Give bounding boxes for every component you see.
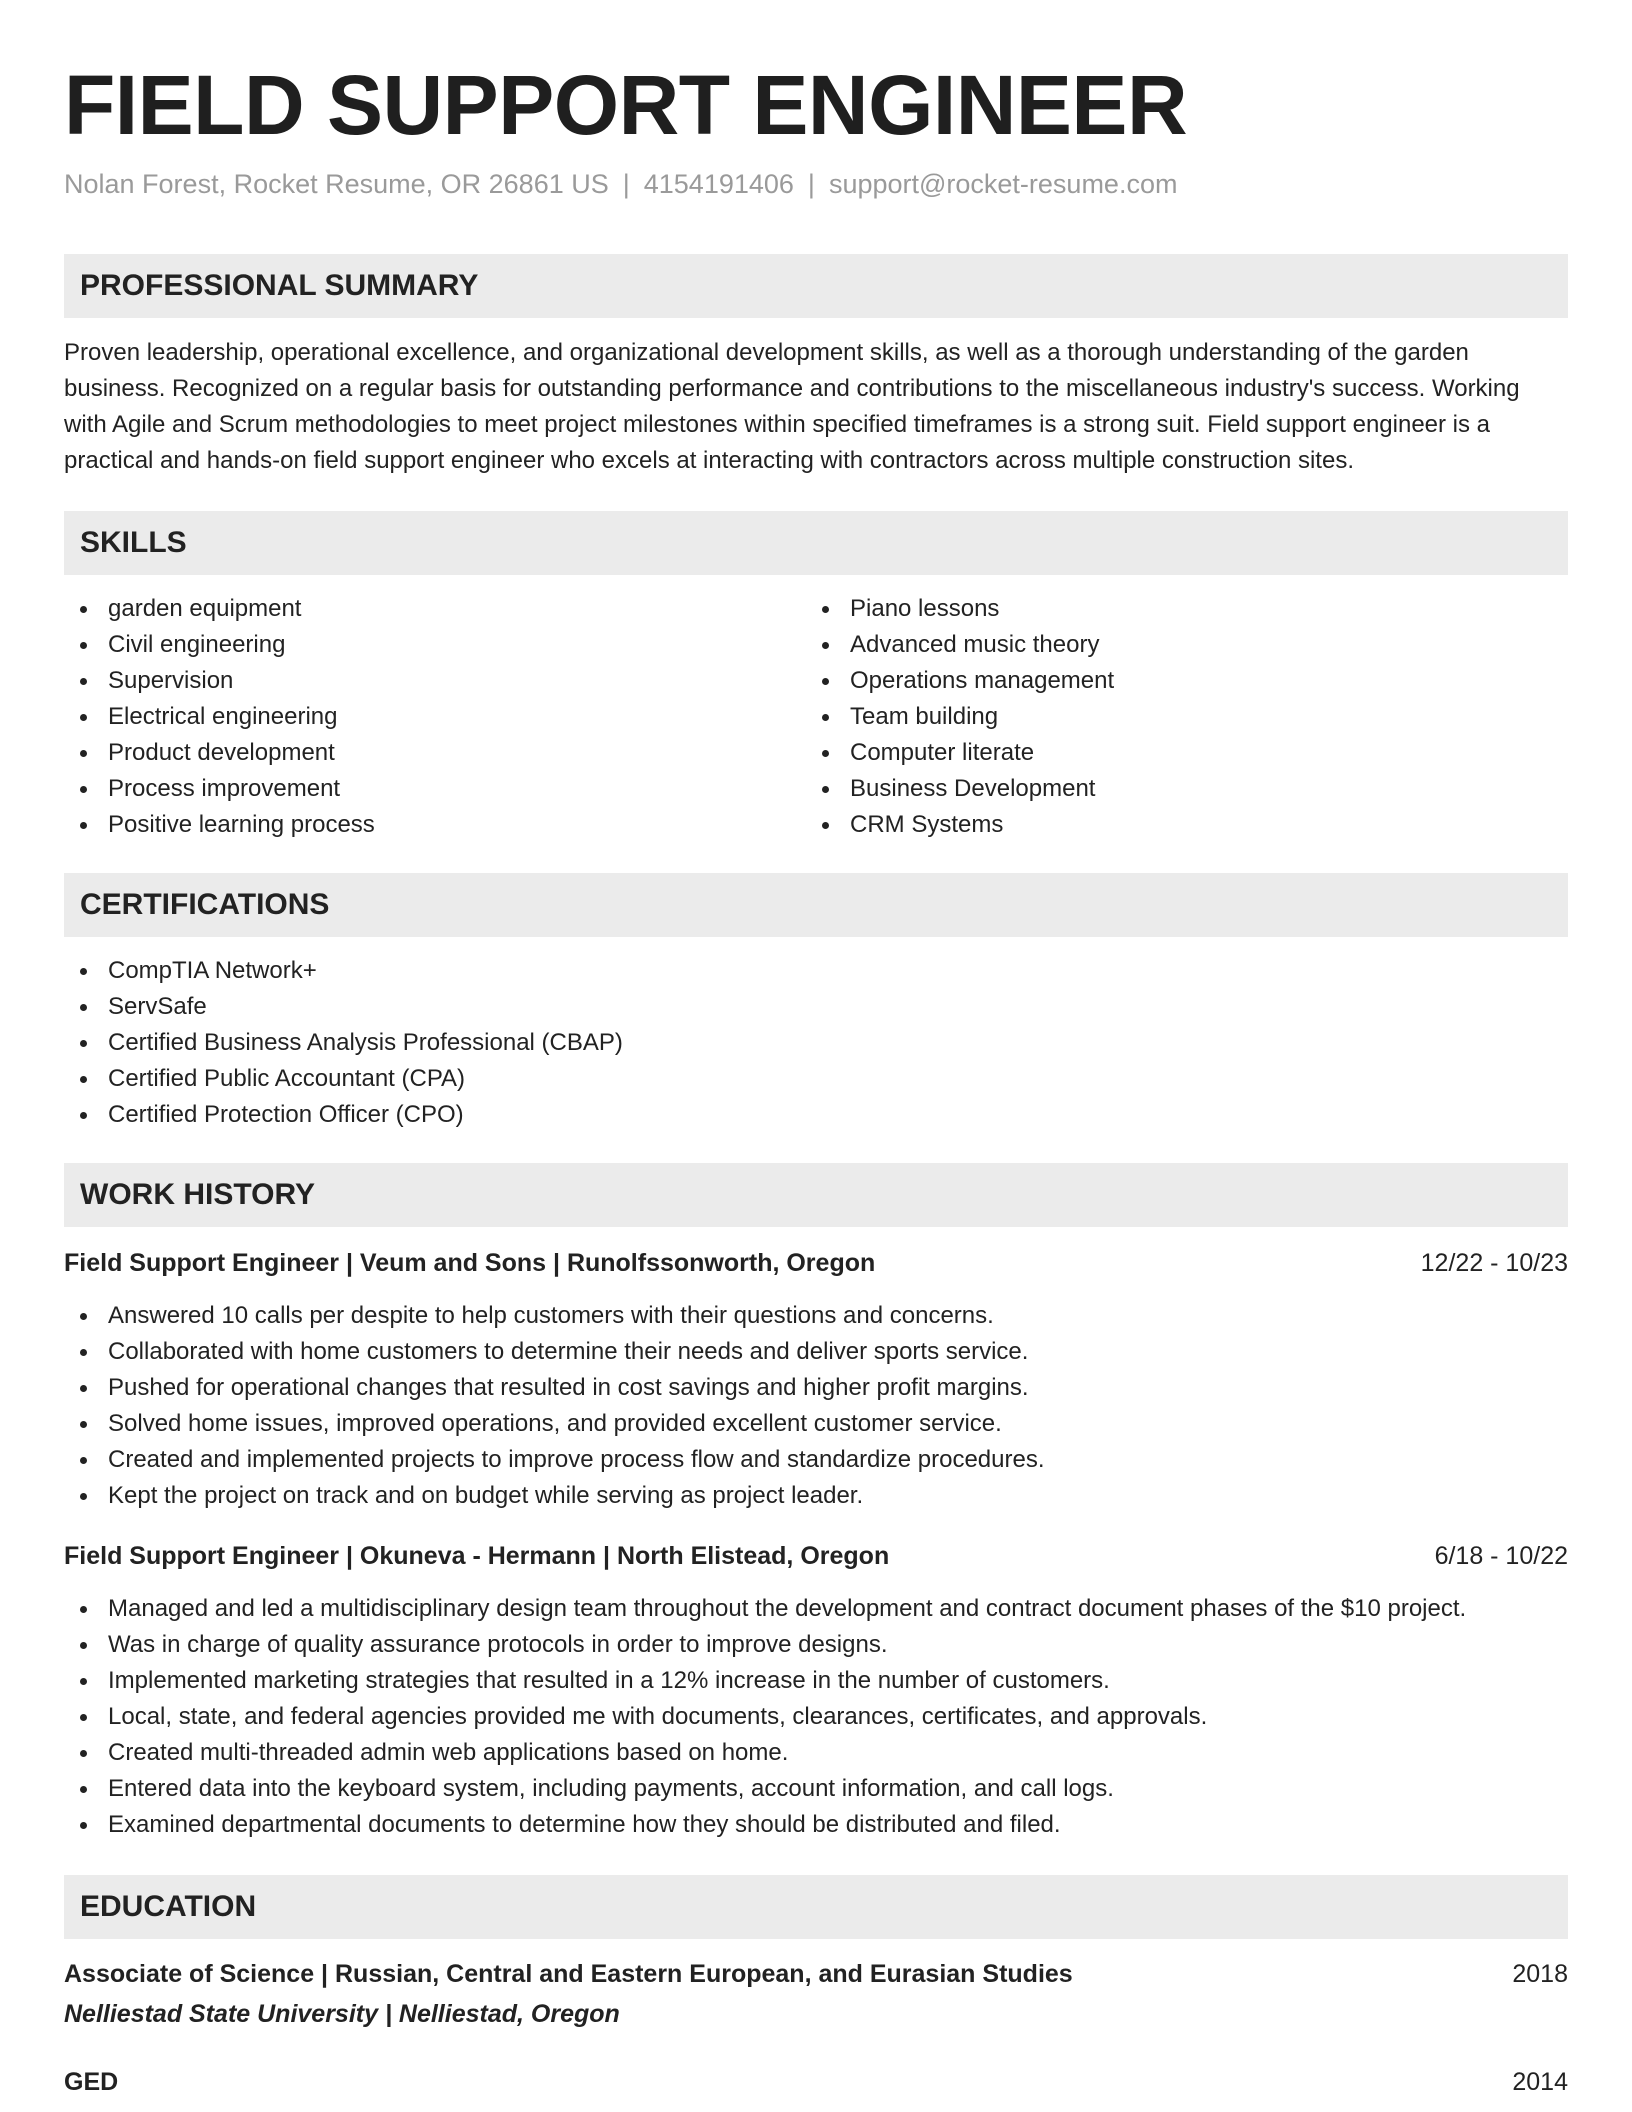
list-item: Created multi-threaded admin web applications based on home. xyxy=(64,1735,1568,1771)
list-item: Entered data into the keyboard system, including payments, account information, and call logs. xyxy=(64,1771,1568,1807)
education-degree: GED xyxy=(64,2068,119,2096)
list-item: Implemented marketing strategies that resulted in a 12% increase in the number of customers. xyxy=(64,1663,1568,1699)
list-item: Advanced music theory xyxy=(806,627,1548,663)
list-item: Process improvement xyxy=(64,771,806,807)
list-item: Team building xyxy=(806,699,1548,735)
job-heading xyxy=(64,1538,1568,1574)
list-item: Positive learning process xyxy=(64,807,806,843)
job-dates: 6/18 - 10/22 xyxy=(1434,1542,1568,1570)
job-bullets xyxy=(64,1591,1568,1843)
contact-separator: | xyxy=(622,169,630,199)
contact-address: Nolan Forest, Rocket Resume, OR 26861 US xyxy=(64,169,609,199)
education-heading xyxy=(64,1956,1568,1992)
list-item: Certified Protection Officer (CPO) xyxy=(64,1097,1568,1133)
contact-phone: 4154191406 xyxy=(643,169,794,199)
skills-list-left xyxy=(64,591,806,843)
education-school: Nelliestad State University | Nelliestad, Oregon xyxy=(64,2000,620,2028)
job-title: Field Support Engineer | Okuneva - Hermann | North Elistead, Oregon xyxy=(64,1542,890,1570)
list-item: Local, state, and federal agencies provided me with documents, clearances, certificates, and approvals. xyxy=(64,1699,1568,1735)
list-item: Electrical engineering xyxy=(64,699,806,735)
list-item: Piano lessons xyxy=(806,591,1548,627)
list-item: Product development xyxy=(64,735,806,771)
list-item: Pushed for operational changes that resulted in cost savings and higher profit margins. xyxy=(64,1370,1568,1406)
contact-line xyxy=(64,166,1568,202)
section-header-summary: PROFESSIONAL SUMMARY xyxy=(64,254,1568,318)
list-item: Operations management xyxy=(806,663,1548,699)
job-heading xyxy=(64,1245,1568,1281)
section-header-work-history: WORK HISTORY xyxy=(64,1163,1568,1227)
list-item: Computer literate xyxy=(806,735,1548,771)
list-item: ServSafe xyxy=(64,989,1568,1025)
list-item: Certified Public Accountant (CPA) xyxy=(64,1061,1568,1097)
list-item: Answered 10 calls per despite to help customers with their questions and concerns. xyxy=(64,1298,1568,1334)
contact-email: support@rocket-resume.com xyxy=(828,169,1178,199)
list-item: Certified Business Analysis Professional (CBAP) xyxy=(64,1025,1568,1061)
list-item: Managed and led a multidisciplinary design team throughout the development and contract document phases of the $10 project. xyxy=(64,1591,1568,1627)
summary-text: Proven leadership, operational excellence, and organizational development skills, as well as a thorough understanding of the garden business. Recognized on a regular basis for outstanding performance and contributions to the miscellaneous industry's success. Working with Agile and Scrum methodologies to meet project milestones within specified timeframes is a strong suit. Field support engineer is a practical and hands-on field support engineer who excels at interacting with contractors across multiple construction sites. xyxy=(64,339,1520,474)
skills-grid xyxy=(64,591,1568,843)
list-item: Was in charge of quality assurance protocols in order to improve designs. xyxy=(64,1627,1568,1663)
list-item: CRM Systems xyxy=(806,807,1548,843)
section-header-certifications: CERTIFICATIONS xyxy=(64,873,1568,937)
education-year: 2018 xyxy=(1512,1960,1568,1988)
list-item: Kept the project on track and on budget while serving as project leader. xyxy=(64,1478,1568,1514)
resume-title: FIELD SUPPORT ENGINEER xyxy=(64,58,1188,152)
job-bullets xyxy=(64,1298,1568,1514)
list-item: Business Development xyxy=(806,771,1548,807)
job-dates: 12/22 - 10/23 xyxy=(1420,1249,1568,1277)
skills-list-right xyxy=(806,591,1548,843)
list-item: Examined departmental documents to determine how they should be distributed and filed. xyxy=(64,1807,1568,1843)
list-item: garden equipment xyxy=(64,591,806,627)
list-item: Collaborated with home customers to determine their needs and deliver sports service. xyxy=(64,1334,1568,1370)
contact-separator: | xyxy=(807,169,815,199)
education-degree: Associate of Science | Russian, Central and Eastern European, and Eurasian Studies xyxy=(64,1960,1073,1988)
list-item: Civil engineering xyxy=(64,627,806,663)
section-header-skills: SKILLS xyxy=(64,511,1568,575)
education-heading xyxy=(64,2064,1568,2100)
list-item: Created and implemented projects to improve process flow and standardize procedures. xyxy=(64,1442,1568,1478)
job-title: Field Support Engineer | Veum and Sons | Runolfssonworth, Oregon xyxy=(64,1249,876,1277)
list-item: CompTIA Network+ xyxy=(64,953,1568,989)
section-header-education: EDUCATION xyxy=(64,1875,1568,1939)
list-item: Supervision xyxy=(64,663,806,699)
list-item: Solved home issues, improved operations, and provided excellent customer service. xyxy=(64,1406,1568,1442)
education-year: 2014 xyxy=(1512,2068,1568,2096)
certifications-list xyxy=(64,953,1568,1133)
